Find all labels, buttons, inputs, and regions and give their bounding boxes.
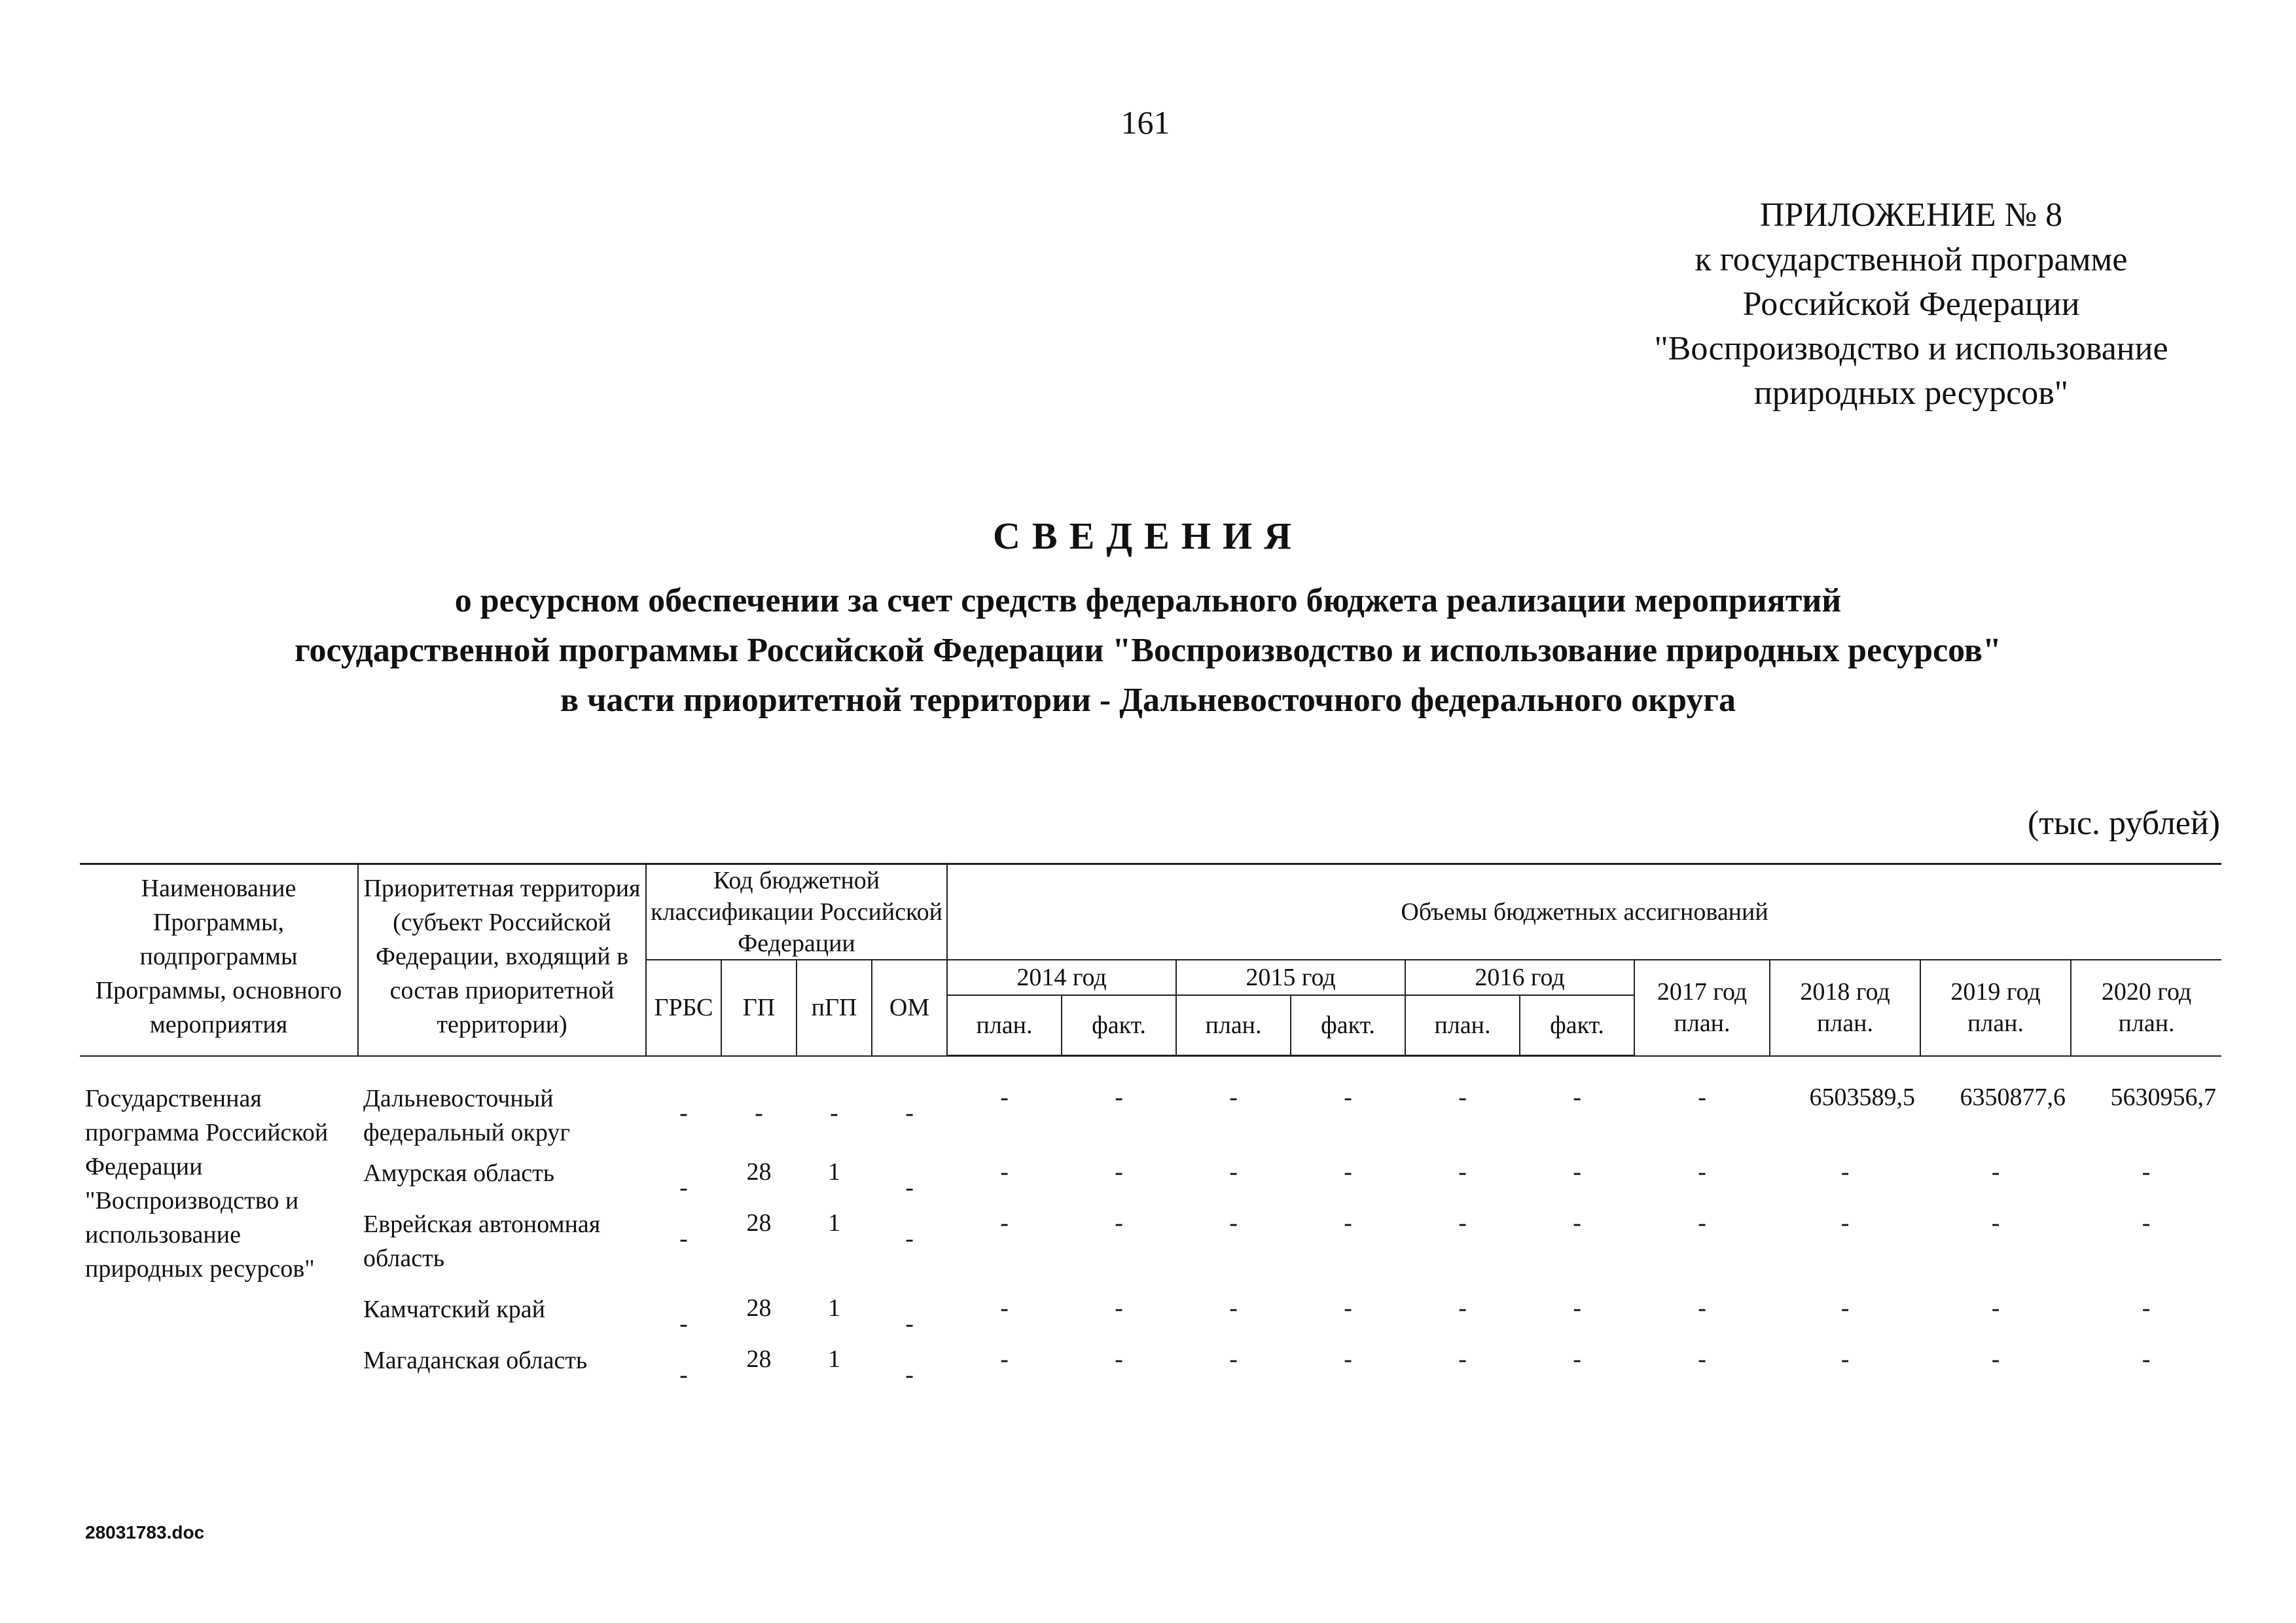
year-label: 2019 год [1950,978,2041,1006]
value-cell: - [2142,1158,2151,1186]
header-2016-fact: факт. [1520,995,1634,1056]
value-cell: - [1115,1084,1123,1111]
grbs-value: - [679,1309,688,1338]
plan-label: план. [1817,1010,1874,1038]
header-2015: 2015 год [1176,960,1405,995]
grbs-value: - [679,1173,688,1201]
value-cell: - [1573,1209,1581,1237]
appendix-line: ПРИЛОЖЕНИЕ № 8 [1759,196,2063,234]
appendix-header [1597,193,2225,416]
value-cell: - [1698,1209,1706,1237]
value-cell: - [1991,1209,2000,1237]
year-label: 2017 год [1657,978,1748,1006]
om-value: - [905,1173,914,1201]
header-territory: Приоритетная территория (субъект Российской Федерации, входящий в состав приоритетной территории) [358,864,646,1056]
territory-name: Амурская область [363,1159,555,1187]
value-cell: - [1698,1294,1706,1322]
program-name: Государственная программа Российской Федерации "Воспроизводство и использование природных ресурсов" [85,1084,329,1283]
header-2018 [1770,960,1920,1056]
value-cell: - [1458,1158,1467,1186]
header-grbs: ГРБС [646,960,721,1056]
grbs-value: - [679,1360,688,1389]
value-cell: - [1344,1158,1352,1186]
pgp-value: 1 [828,1294,840,1322]
value-cell: - [1000,1158,1009,1186]
om-value: - [905,1099,914,1127]
appendix-line: Российской Федерации [1742,285,2080,323]
value-cell: - [1840,1345,1850,1373]
value-cell: - [1115,1294,1123,1322]
value-cell: - [1698,1158,1706,1186]
value-cell: - [1991,1158,2000,1186]
pgp-value: 1 [828,1345,840,1373]
document-filename: 28031783.doc [85,1522,205,1542]
gp-value: - [755,1099,763,1127]
plan-label: план. [1674,1010,1731,1038]
table-row [80,1286,2221,1337]
value-cell: - [1229,1209,1238,1237]
table-row [80,1201,2221,1286]
header-gp: ГП [721,960,797,1056]
subtitle-line: в части приоритетной территории - Дальневосточного федерального округа [560,682,1736,719]
header-name: Наименование Программы, подпрограммы Программы, основного мероприятия [80,864,358,1056]
value-cell: - [1229,1294,1238,1322]
pgp-value: 1 [828,1158,840,1186]
header-om: ОМ [872,960,947,1056]
value-cell: - [1000,1294,1009,1322]
plan-label: план. [1967,1010,2024,1038]
value-cell: - [1991,1294,2000,1322]
value-cell: - [1991,1345,2000,1373]
appendix-line: к государственной программе [1695,241,2128,278]
header-2014-fact: факт. [1062,995,1176,1056]
value-cell: - [1229,1158,1238,1186]
header-2015-fact: факт. [1291,995,1405,1056]
header-2014: 2014 год [947,960,1176,995]
page-number: 161 [1121,104,1170,141]
header-2016: 2016 год [1405,960,1634,995]
table-row [80,1056,2221,1150]
header-volumes: Объемы бюджетных ассигнований [947,864,2221,960]
value-cell: - [1000,1084,1009,1111]
value-cell: - [1344,1084,1352,1111]
header-2017 [1634,960,1770,1056]
value-cell: 5630956,7 [2110,1083,2217,1111]
header-2019 [1920,960,2071,1056]
value-cell: - [2142,1209,2151,1237]
gp-value: 28 [746,1158,772,1186]
header-2020 [2071,960,2221,1056]
gp-value: 28 [746,1209,772,1237]
header-2016-plan: план. [1405,995,1520,1056]
gp-value: 28 [746,1294,772,1322]
territory-name: Еврейская автономная область [363,1210,601,1272]
pgp-value: - [830,1099,838,1127]
value-cell: - [2142,1345,2151,1373]
grbs-value: - [679,1099,688,1127]
value-cell: - [1458,1084,1467,1111]
value-cell: - [1840,1158,1850,1186]
value-cell: - [1344,1294,1352,1322]
territory-name: Камчатский край [363,1295,545,1323]
value-cell: - [1000,1345,1009,1373]
table-row [80,1150,2221,1201]
subtitle-line: государственной программы Российской Федерации "Воспроизводство и использование природных ресурсов" [295,632,2001,669]
territory-name: Магаданская область [363,1346,588,1374]
value-cell: - [1115,1345,1123,1373]
value-cell: - [1698,1083,1706,1111]
value-cell: - [1840,1209,1850,1237]
value-cell: - [1344,1345,1352,1373]
value-cell: 6350877,6 [1960,1083,2066,1111]
value-cell: - [1458,1209,1467,1237]
value-cell: - [1573,1084,1581,1111]
om-value: - [905,1224,914,1252]
grbs-value: - [679,1224,688,1252]
pgp-value: 1 [828,1209,840,1237]
value-cell: - [1698,1345,1706,1373]
value-cell: - [1115,1158,1123,1186]
header-2015-plan: план. [1176,995,1291,1056]
table-row [80,1337,2221,1388]
gp-value: 28 [746,1345,772,1373]
header-2014-plan: план. [947,995,1062,1056]
value-cell: - [2142,1294,2151,1322]
budget-table [80,863,2221,1388]
value-cell: 6503589,5 [1809,1083,1916,1111]
header-pgp: пГП [797,960,872,1056]
plan-label: план. [2118,1010,2175,1038]
appendix-line: "Воспроизводство и использование [1654,330,2168,367]
value-cell: - [1573,1294,1581,1322]
value-cell: - [1344,1209,1352,1237]
appendix-line: природных ресурсов" [1753,374,2068,412]
value-cell: - [1458,1294,1467,1322]
document-title: СВЕДЕНИЯ [993,515,1303,557]
value-cell: - [1840,1294,1850,1322]
territory-name: Дальневосточный федеральный округ [363,1084,570,1146]
om-value: - [905,1309,914,1338]
value-cell: - [1115,1209,1123,1237]
value-cell: - [1229,1084,1238,1111]
value-cell: - [1000,1209,1009,1237]
document-subtitle [131,576,2165,725]
value-cell: - [1573,1158,1581,1186]
year-label: 2020 год [2101,978,2192,1006]
year-label: 2018 год [1800,978,1890,1006]
value-cell: - [1229,1345,1238,1373]
value-cell: - [1573,1345,1581,1373]
om-value: - [905,1360,914,1389]
subtitle-line: о ресурсном обеспечении за счет средств федерального бюджета реализации мероприятий [454,582,1842,619]
units-label: (тыс. рублей) [2027,805,2220,842]
header-budget-code: Код бюджетной классификации Российской Федерации [646,864,947,960]
value-cell: - [1458,1345,1467,1373]
